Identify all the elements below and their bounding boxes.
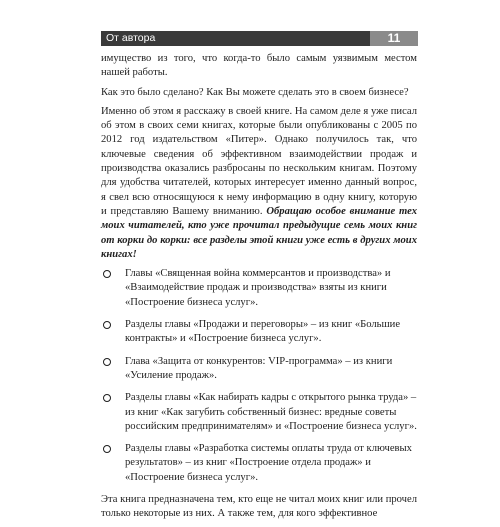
paragraph-books [101,105,417,262]
chapter-title: От автора [106,32,156,44]
list-item [101,267,417,310]
bullet-circle-icon [103,270,111,278]
list-item-text: Главы «Священная война коммерсантов и производства» и «Взаимодействие продаж и производства» взяты из книги «Построение бизнеса услуг». [125,268,391,308]
bullet-circle-icon [103,445,111,453]
list-item-text: Разделы главы «Как набирать кадры с открытого рынка труда» – из книг «Как загубить собственный бизнес: вредные советы российским предпринимателям» и «Построение бизнеса услуг». [125,392,417,432]
page-number: 11 [370,31,418,46]
list-item-text: Глава «Защита от конкурентов: VIP-программа» – из книги «Усиление продаж». [125,355,393,381]
running-header [101,31,381,46]
paragraph-question: Как это было сделано? Как Вы можете сделать это в своем бизнесе? [101,86,409,98]
paragraph-books-emphasis: Обращаю особое внимание тех моих читателей, кто уже прочитал предыдущие семь моих книг от корки до корки: все разделы этой книги уже есть в других моих книгах! [101,205,417,260]
list-item-text: Разделы главы «Разработка системы оплаты труда от ключевых результатов» – из книг «Построение отдела продаж» и «Построение бизнеса услуг». [125,443,412,483]
source-list [101,267,417,485]
list-item [101,318,417,347]
list-item-text: Разделы главы «Продажи и переговоры» – из книг «Большие контракты» и «Построение бизнеса услуг». [125,319,401,345]
list-item [101,391,417,434]
bullet-circle-icon [103,321,111,329]
bullet-circle-icon [103,358,111,366]
paragraph-books-text: Именно об этом я расскажу в своей книге. На самом деле я уже писал об этом в своих семи книгах, которые были опубликованы с 2005 по 2012 год издательством «Питер». Однако получилось так, что ключевые сведения об эффективном взаимодействии продаж и производства оказались разбросаны по нескольким книгам. Поэтому для удобства читателей, которых интересует именно данный вопрос, я свел всю относящуюся к нему информацию в одну книгу, которую и представляю Вашему вниманию. [101,105,417,217]
paragraph-intro-tail: имущество из того, что когда-то было самым уязвимым местом нашей работы. [101,53,417,79]
list-item [101,355,417,384]
bullet-circle-icon [103,394,111,402]
list-item [101,442,417,485]
page-body [101,52,417,527]
paragraph-closing: Эта книга предназначена тем, кто еще не читал моих книг или прочел только некоторые из них. А также тем, для кого эффективное [101,494,417,520]
